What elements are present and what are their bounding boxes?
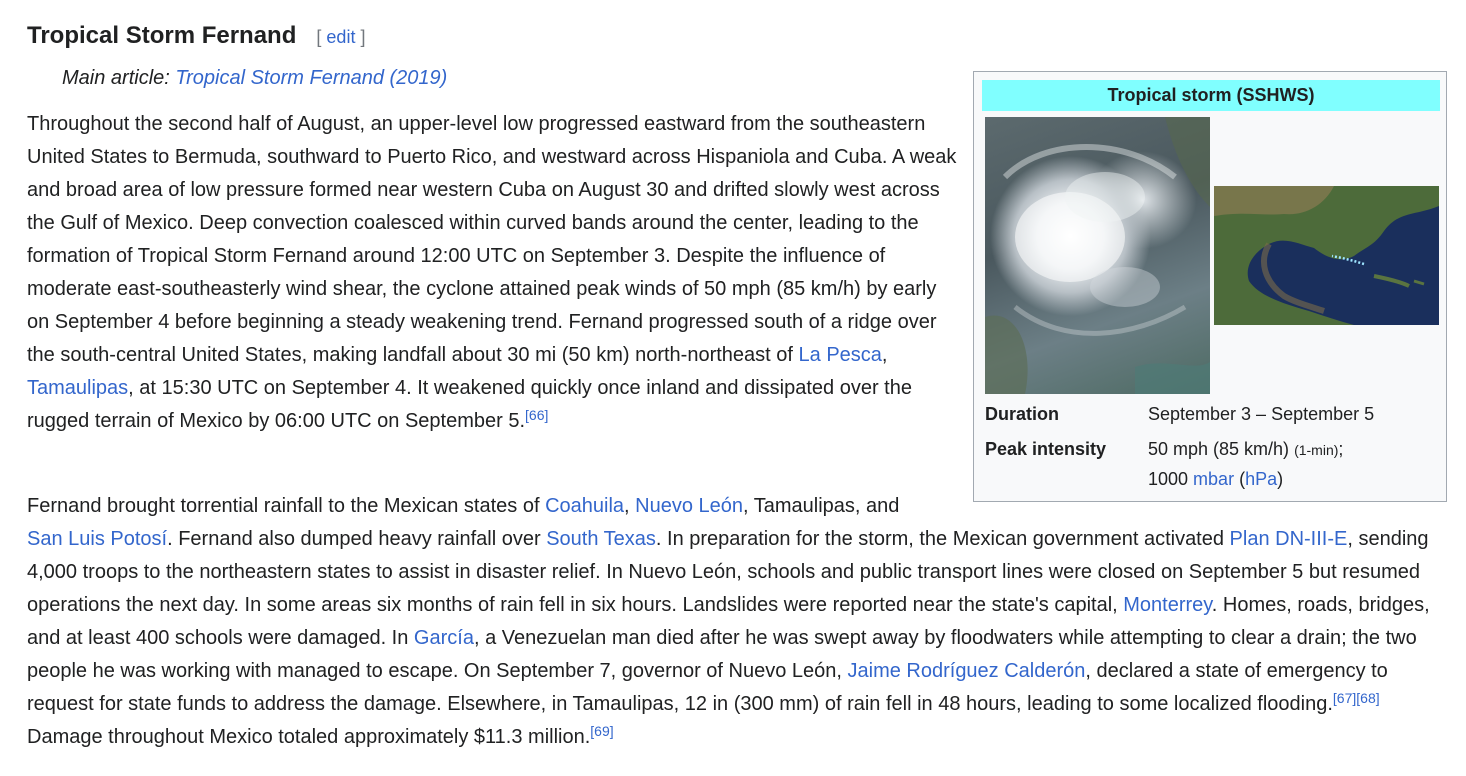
paragraph-text: , sending 4,000 troops to the northeastern states to assist in disaster relief. In Nuevo León, schools and public transport lines were closed on September 5 but resumed operations the next day. In some areas six months of rain fell in six hours. Landslides were reported near the state's capital, xyxy=(27,528,1429,616)
paragraph-text: , Tamaulipas, and xyxy=(743,495,900,517)
link-mbar[interactable]: mbar xyxy=(1193,469,1235,489)
satellite-cloud-texture xyxy=(985,117,1210,394)
paren-close: ) xyxy=(1277,469,1284,489)
paragraph-text: , a Venezuelan man died after he was swept away by floodwaters while attempting to clear a drain; the two people he was working with managed to escape. On September 7, governor of Nuevo León, xyxy=(27,627,1417,682)
link-nuevo-leon[interactable]: Nuevo León xyxy=(635,495,744,517)
storm-track-map[interactable] xyxy=(1214,186,1439,325)
paragraph-text: , declared a state of emergency to request for state funds to address the damage. Elsewhere, in Tamaulipas, 12 in (300 mm) of rain fell in 48 hours, leading to some localized flooding. xyxy=(27,660,1388,715)
peak-wind-separator: ; xyxy=(1338,439,1344,459)
paragraph-meteorological-history xyxy=(27,108,962,438)
hatnote xyxy=(62,64,447,92)
edit-bracket-open: [ xyxy=(316,27,322,47)
reference-66[interactable]: [66] xyxy=(525,407,549,423)
paragraph-text: , at 15:30 UTC on September 4. It weakened quickly once inland and dissipated over the rugged terrain of Mexico by 06:00 UTC on September 5. xyxy=(27,377,912,432)
link-tamaulipas[interactable]: Tamaulipas xyxy=(27,377,129,399)
track-map-graphic xyxy=(1214,186,1439,325)
section-heading xyxy=(27,20,365,53)
duration-label: Duration xyxy=(985,404,1059,424)
main-article-link[interactable]: Tropical Storm Fernand (2019) xyxy=(175,67,448,89)
paren-open: ( xyxy=(1234,469,1246,489)
link-coahuila[interactable]: Coahuila xyxy=(545,495,625,517)
peak-wind: 50 mph (85 km/h) xyxy=(1148,439,1295,459)
link-plan-dn-iii-e[interactable]: Plan DN-III-E xyxy=(1229,528,1348,550)
reference-69[interactable]: [69] xyxy=(590,723,614,739)
satellite-image[interactable] xyxy=(985,117,1210,394)
duration-value: September 3 – September 5 xyxy=(1148,404,1375,424)
edit-link[interactable]: edit xyxy=(326,27,356,47)
paragraph-text: Fernand brought torrential rainfall to the Mexican states of xyxy=(27,495,546,517)
storm-infobox xyxy=(973,71,1447,502)
paragraph-text: , xyxy=(624,495,636,517)
peak-intensity-label: Peak intensity xyxy=(985,439,1107,459)
link-monterrey[interactable]: Monterrey xyxy=(1123,594,1212,616)
peak-wind-note: (1-min) xyxy=(1294,442,1339,458)
infobox-header: Tropical storm (SSHWS) xyxy=(982,80,1440,111)
paragraph-text: . Fernand also dumped heavy rainfall over xyxy=(167,528,547,550)
section-title: Tropical Storm Fernand xyxy=(27,22,297,49)
peak-pressure: 1000 xyxy=(1148,469,1194,489)
paragraph-text: Damage throughout Mexico totaled approximately $11.3 million. xyxy=(27,726,591,748)
paragraph-text: . In preparation for the storm, the Mexican government activated xyxy=(655,528,1230,550)
paragraph-text: , xyxy=(881,344,888,366)
edit-section xyxy=(316,27,365,47)
hatnote-prefix: Main article: xyxy=(62,67,176,89)
link-south-texas[interactable]: South Texas xyxy=(546,528,656,550)
paragraph-text: . Homes, roads, bridges, and at least 400 schools were damaged. In xyxy=(27,594,1430,649)
link-la-pesca[interactable]: La Pesca xyxy=(798,344,882,366)
paragraph-impact xyxy=(27,490,1457,754)
link-jaime-rodriguez-calderon[interactable]: Jaime Rodríguez Calderón xyxy=(847,660,1086,682)
peak-intensity-value xyxy=(1148,435,1448,494)
link-hpa[interactable]: hPa xyxy=(1245,469,1278,489)
reference-68[interactable]: [68] xyxy=(1356,690,1380,706)
reference-67[interactable]: [67] xyxy=(1332,690,1357,706)
paragraph-text: Throughout the second half of August, an upper-level low progressed eastward from the southeastern United States to Bermuda, southward to Puerto Rico, and westward across Hispaniola and Cuba. A weak and broad area of low pressure formed near western Cuba on August 30 and drifted slowly west across the Gulf of Mexico. Deep convection coalesced within curved bands around the center, leading to the formation of Tropical Storm Fernand around 12:00 UTC on September 3. Despite the influence of moderate east-southeasterly wind shear, the cyclone attained peak winds of 50 mph (85 km/h) by early on September 4 before beginning a steady weakening trend. Fernand progressed south of a ridge over the south-central United States, making landfall about 30 mi (50 km) north-northeast of xyxy=(27,113,957,366)
link-garcia[interactable]: García xyxy=(413,627,474,649)
link-san-luis-potosi[interactable]: San Luis Potosí xyxy=(27,528,168,550)
edit-bracket-close: ] xyxy=(360,27,366,47)
